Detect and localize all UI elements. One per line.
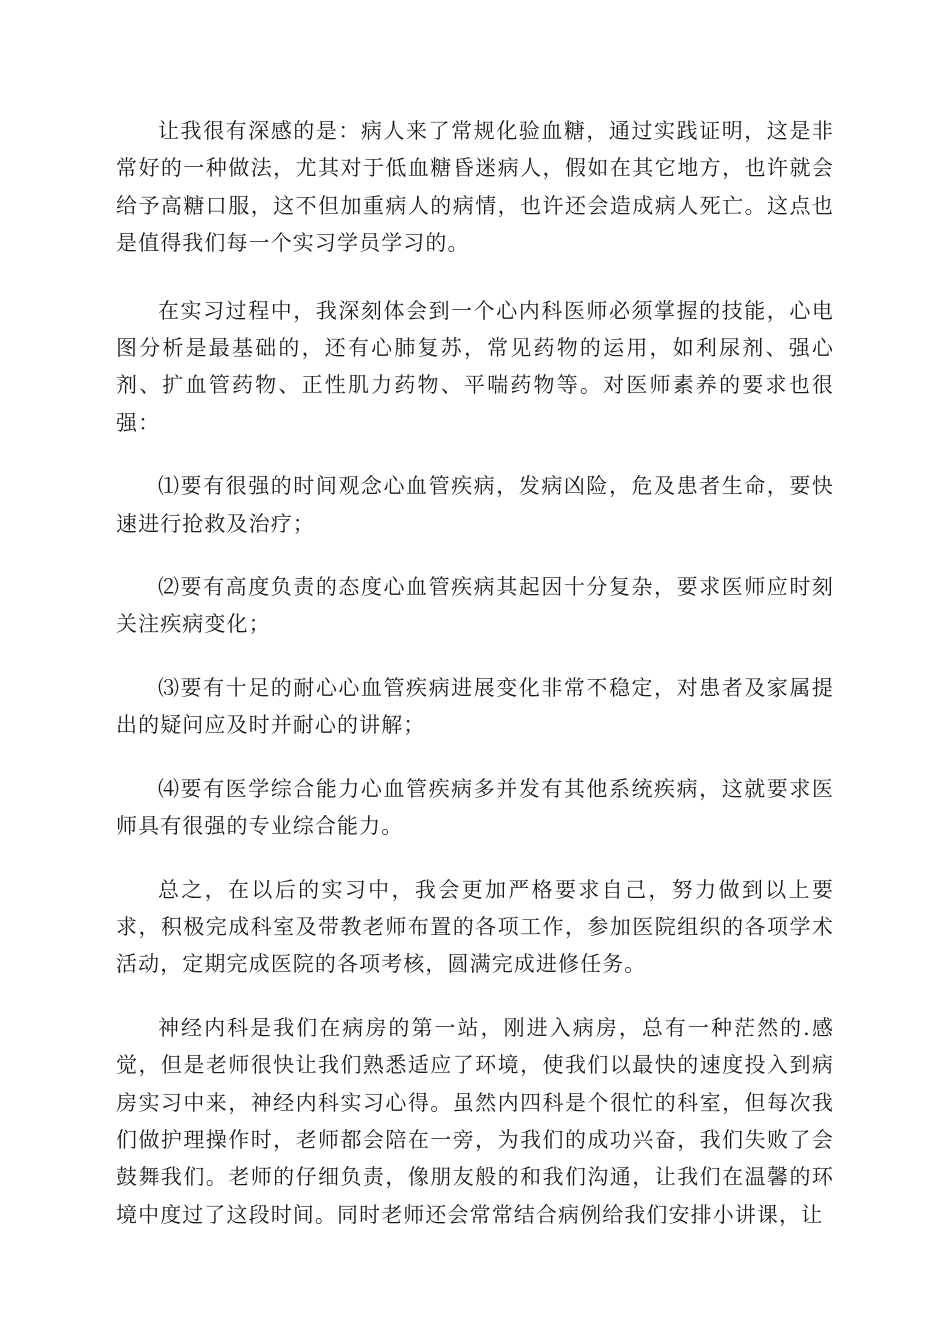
paragraph-neurology: 神经内科是我们在病房的第一站，刚进入病房，总有一种茫然的.感觉，但是老师很快让我们熟悉适应了环境，使我们以最快的速度投入到病房实习中来，神经内科实习心得。虽然内四科是个很忙的科室，但每次我们做护理操作时，老师都会陪在一旁，为我们的成功兴奋，我们失败了会鼓舞我们。老师的仔细负责，像朋友般的和我们沟通，让我们在温馨的环境中度过了这段时间。同时老师还会常常结合病例给我们安排小讲课，让 (116, 1015, 834, 1227)
paragraph-point-2: ⑵要有高度负责的态度心血管疾病其起因十分复杂，要求医师应时刻关注疾病变化； (116, 575, 834, 637)
paragraph-point-1: ⑴要有很强的时间观念心血管疾病，发病凶险，危及患者生命，要快速进行抢救及治疗； (116, 474, 834, 536)
paragraph-blood-sugar: 让我很有深感的是：病人来了常规化验血糖，通过实践证明，这是非常好的一种做法，尤其对于低血糖昏迷病人，假如在其它地方，也许就会给予高糖口服，这不但加重病人的病情，也许还会造成病人死亡。这点也是值得我们每一个实习学员学习的。 (116, 119, 834, 256)
paragraph-conclusion: 总之，在以后的实习中，我会更加严格要求自己，努力做到以上要求，积极完成科室及带教老师布置的各项工作，参加医院组织的各项学术活动，定期完成医院的各项考核，圆满完成进修任务。 (116, 877, 834, 977)
paragraph-cardiology-skills: 在实习过程中，我深刻体会到一个心内科医师必须掌握的技能，心电图分析是最基础的，还有心肺复苏，常见药物的运用，如利尿剂、强心剂、扩血管药物、正性肌力药物、平喘药物等。对医师素养的要求也很强： (116, 298, 834, 435)
paragraph-point-3: ⑶要有十足的耐心心血管疾病进展变化非常不稳定，对患者及家属提出的疑问应及时并耐心的讲解； (116, 675, 834, 738)
paragraph-point-4: ⑷要有医学综合能力心血管疾病多并发有其他系统疾病，这就要求医师具有很强的专业综合能力。 (116, 776, 834, 839)
document-page (116, 113, 834, 1234)
